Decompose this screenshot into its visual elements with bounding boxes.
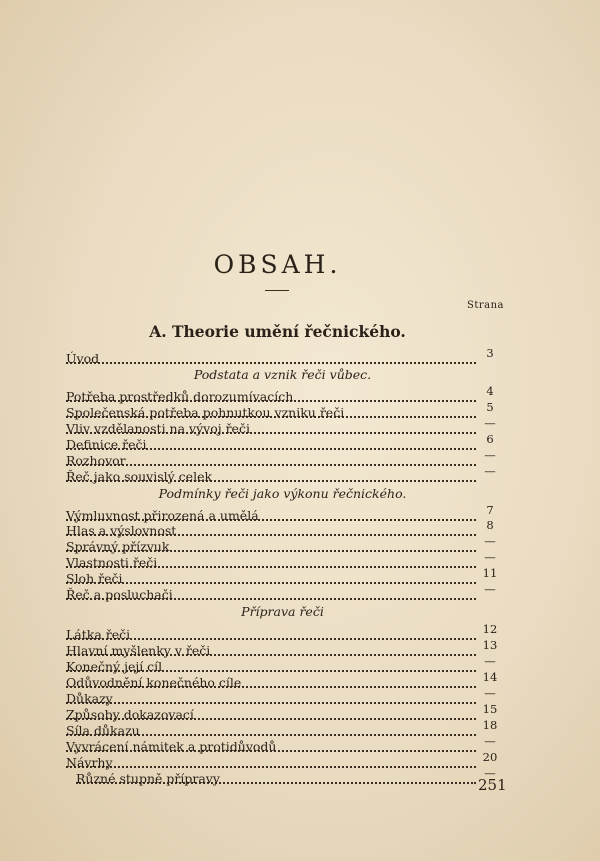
toc-entry-label: Vliv vzdělanosti na vývoj řeči <box>66 421 250 436</box>
toc-entry-page: 14 <box>482 670 498 684</box>
toc-entry-label: Správný přízvuk <box>66 539 170 554</box>
dot-leader <box>66 702 476 704</box>
toc-entry-label: Síla důkazu <box>66 723 140 738</box>
toc-entry <box>66 734 502 755</box>
page-column-label: Strana <box>466 300 504 311</box>
toc-entry-page: — <box>484 416 496 430</box>
toc-entry-page: 13 <box>482 638 498 652</box>
toc-entry-label: Sloh řeči <box>66 571 123 586</box>
toc-entry <box>66 550 502 571</box>
toc-entry <box>66 432 502 453</box>
dot-leader <box>66 582 476 584</box>
toc-entry-label: Látka řeči <box>66 627 131 642</box>
toc-entry-page: 20 <box>482 750 498 764</box>
toc-entry-label: Vyvrácení námitek a protidůvodů <box>66 739 277 754</box>
toc-entry <box>66 750 502 771</box>
toc-entry-page: 8 <box>486 518 494 532</box>
toc-entry-page: — <box>484 534 496 548</box>
toc-entry-label: Potřeba prostředků dorozumívacích <box>66 389 294 404</box>
toc-entry <box>66 518 502 539</box>
section-heading: A. Theorie umění řečnického. <box>149 322 406 341</box>
toc-entry-page: 18 <box>482 718 498 732</box>
toc-entry-page: 6 <box>486 432 494 446</box>
toc-entry-page: — <box>484 686 496 700</box>
subheading: Podstata a vznik řeči vůbec. <box>193 367 372 382</box>
toc-entry-label: Vlastnosti řeči <box>66 555 158 570</box>
toc-entry-label: Různé stupně přípravy <box>76 771 220 786</box>
toc-entry-page: 12 <box>482 622 498 636</box>
page-title: OBSAH. <box>213 250 342 279</box>
toc-entry-label: Řeč a posluchači <box>66 587 173 602</box>
toc-entry-page: 3 <box>486 346 494 360</box>
toc-entry <box>66 582 502 603</box>
toc-entry-page: — <box>484 654 496 668</box>
toc-entry <box>66 464 502 485</box>
folio-page-number: 251 <box>478 776 507 794</box>
toc-entry <box>66 718 502 739</box>
toc-entry-label: Konečný její cíl <box>66 659 163 674</box>
toc-entry <box>66 448 502 469</box>
toc-entry-page: 11 <box>482 566 498 580</box>
toc-entry <box>66 670 502 691</box>
toc-entry <box>66 702 502 723</box>
toc-entry-page: — <box>484 550 496 564</box>
toc-entry <box>66 416 502 437</box>
toc-entry-page: — <box>484 464 496 478</box>
toc-entry <box>66 384 502 405</box>
toc-entry-label: Úvod <box>66 351 100 366</box>
toc-entry-label: Společenská potřeba pohnutkou vzniku řeči <box>66 405 345 420</box>
toc-entry-label: Hlavní myšlenky v řeči <box>66 643 211 658</box>
toc-entry <box>66 654 502 675</box>
toc-entry-label: Návrhy <box>66 755 113 770</box>
toc-entry-page: 5 <box>486 400 494 414</box>
toc-entry-label: Důkazy <box>66 691 113 706</box>
subheading: Podmínky řeči jako výkonu řečnického. <box>158 486 407 501</box>
toc-entry-page: 15 <box>482 702 498 716</box>
toc-entry <box>66 503 502 524</box>
dot-leader <box>66 362 476 364</box>
toc-entry <box>66 622 502 643</box>
title-rule <box>265 290 289 291</box>
toc-entry <box>66 566 502 587</box>
dot-leader <box>66 766 476 768</box>
subheading: Příprava řeči <box>241 604 324 619</box>
toc-entry <box>76 766 502 787</box>
toc-entry-label: Způsoby dokazovací <box>66 707 194 722</box>
toc-entry-page: — <box>484 734 496 748</box>
toc-entry-label: Řeč jako souvislý celek <box>66 469 213 484</box>
toc-entry-label: Výmluvnost přirozená a umělá <box>66 508 259 523</box>
toc-entry <box>66 400 502 421</box>
toc-entry-page: 4 <box>486 384 494 398</box>
toc-entry-page: — <box>484 766 496 780</box>
toc-entry-label: Rozhovor <box>66 453 126 468</box>
toc-entry-page: 7 <box>486 503 494 517</box>
toc-entry-label: Hlas a výslovnost <box>66 523 177 538</box>
toc-entry <box>66 534 502 555</box>
toc-entry <box>66 686 502 707</box>
toc-entry-label: Definice řeči <box>66 437 147 452</box>
toc-entry-label: Odůvodnění konečného cíle <box>66 675 242 690</box>
toc-entry <box>66 638 502 659</box>
toc-entry <box>66 346 502 367</box>
toc-entry-page: — <box>484 448 496 462</box>
toc-entry-page: — <box>484 582 496 596</box>
